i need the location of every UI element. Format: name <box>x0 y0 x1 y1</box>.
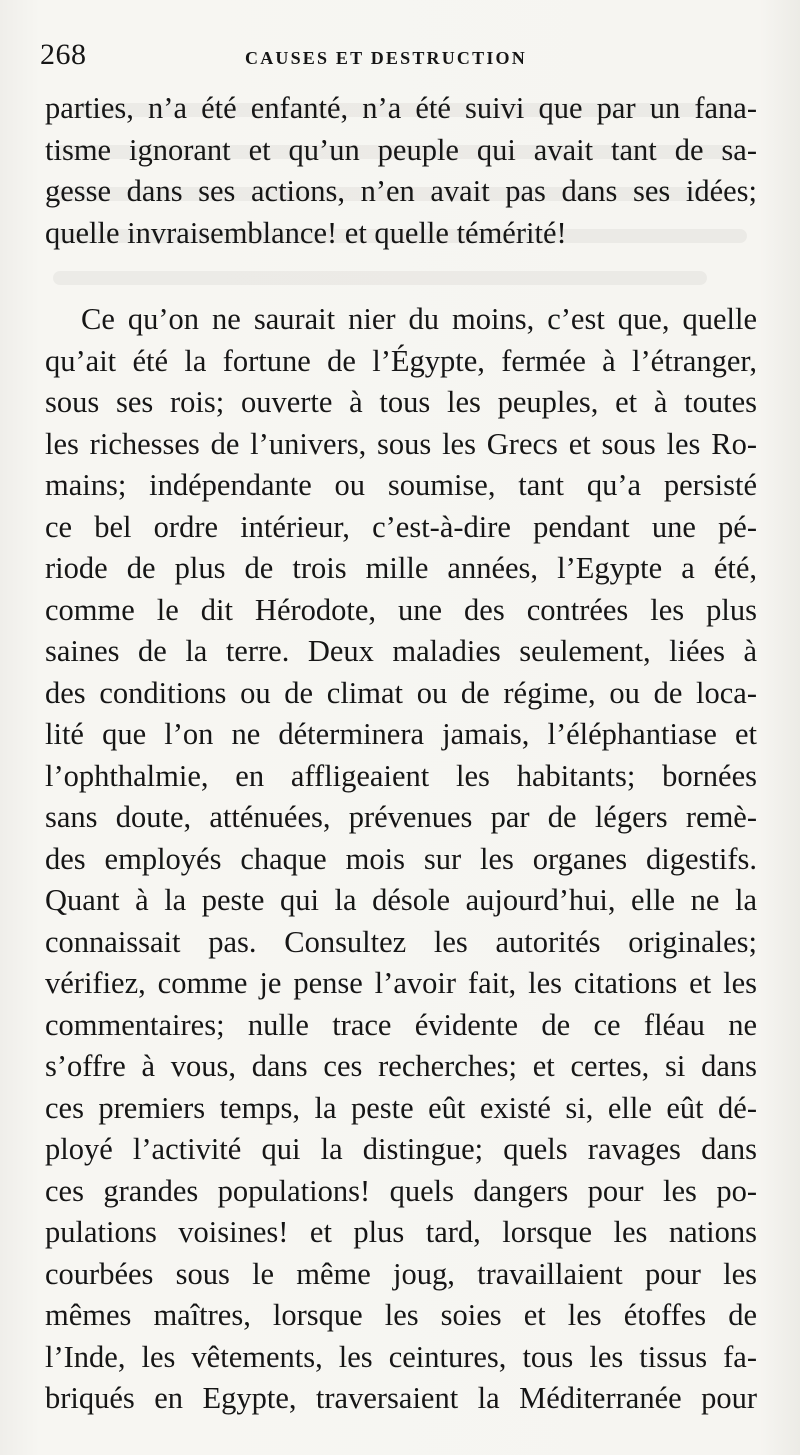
text-line: tisme ignorant et qu’un peuple qui avait tant de sa- <box>45 132 757 167</box>
text-line: l’ophthalmie, en affligeaient les habitants; bornées <box>45 758 757 793</box>
text-line: des employés chaque mois sur les organes digestifs. <box>45 841 757 876</box>
text-line: ces grandes populations! quels dangers pour les po- <box>45 1173 757 1208</box>
text-line: Quant à la peste qui la désole aujourd’hui, elle ne la <box>45 883 757 917</box>
page-header <box>40 38 754 78</box>
text-line: s’offre à vous, dans ces recherches; et certes, si dans <box>45 1049 757 1083</box>
text-line: lité que l’on ne déterminera jamais, l’éléphantiase et <box>45 717 757 751</box>
text-line: saines de la terre. Deux maladies seulement, liées à <box>45 634 757 668</box>
text-line: vérifiez, comme je pense l’avoir fait, les citations et les <box>45 966 757 1000</box>
text-line: ployé l’activité qui la distingue; quels ravages dans <box>45 1132 757 1166</box>
text-line: mains; indépendante ou soumise, tant qu’a persisté <box>45 468 757 502</box>
text-line: ces premiers temps, la peste eût existé si, elle eût dé- <box>45 1090 757 1125</box>
text-line: ce bel ordre intérieur, c’est-à-dire pendant une pé- <box>45 509 757 544</box>
paragraph-spacer <box>45 254 757 299</box>
text-line: courbées sous le même joug, travaillaient pour les <box>45 1256 757 1291</box>
text-line: briqués en Egypte, traversaient la Méditerranée pour <box>45 1381 757 1415</box>
text-line: pulations voisines! et plus tard, lorsque les nations <box>45 1215 757 1249</box>
text-line: quelle invraisemblance! et quelle témérité! <box>45 215 567 250</box>
text-line: riode de plus de trois mille années, l’Egypte a été, <box>45 551 757 585</box>
text-line: commentaires; nulle trace évidente de ce fléau ne <box>45 1007 757 1042</box>
body-text <box>45 88 757 1420</box>
text-line: l’Inde, les vêtements, les ceintures, tous les tissus fa- <box>45 1339 757 1374</box>
running-title: CAUSES ET DESTRUCTION <box>245 48 527 68</box>
page-number: 268 <box>40 38 87 71</box>
text-line: qu’ait été la fortune de l’Égypte, fermée à l’étranger, <box>45 343 757 378</box>
text-line: sous ses rois; ouverte à tous les peuples, et à toutes <box>45 385 757 419</box>
text-line: des conditions ou de climat ou de régime, ou de loca- <box>45 675 757 710</box>
paragraph-continued <box>45 88 757 254</box>
text-line: les richesses de l’univers, sous les Grecs et sous les Ro- <box>45 426 757 461</box>
text-line: gesse dans ses actions, n’en avait pas dans ses idées; <box>45 174 757 208</box>
text-line: sans doute, atténuées, prévenues par de légers remè- <box>45 800 757 834</box>
text-line: Ce qu’on ne saurait nier du moins, c’est que, quelle <box>81 302 757 336</box>
text-line: connaissait pas. Consultez les autorités originales; <box>45 924 757 959</box>
text-line: comme le dit Hérodote, une des contrées les plus <box>45 592 757 627</box>
paragraph-main <box>45 299 757 1420</box>
text-line: parties, n’a été enfanté, n’a été suivi que par un fana- <box>45 91 757 125</box>
text-line: mêmes maîtres, lorsque les soies et les étoffes de <box>45 1298 757 1332</box>
